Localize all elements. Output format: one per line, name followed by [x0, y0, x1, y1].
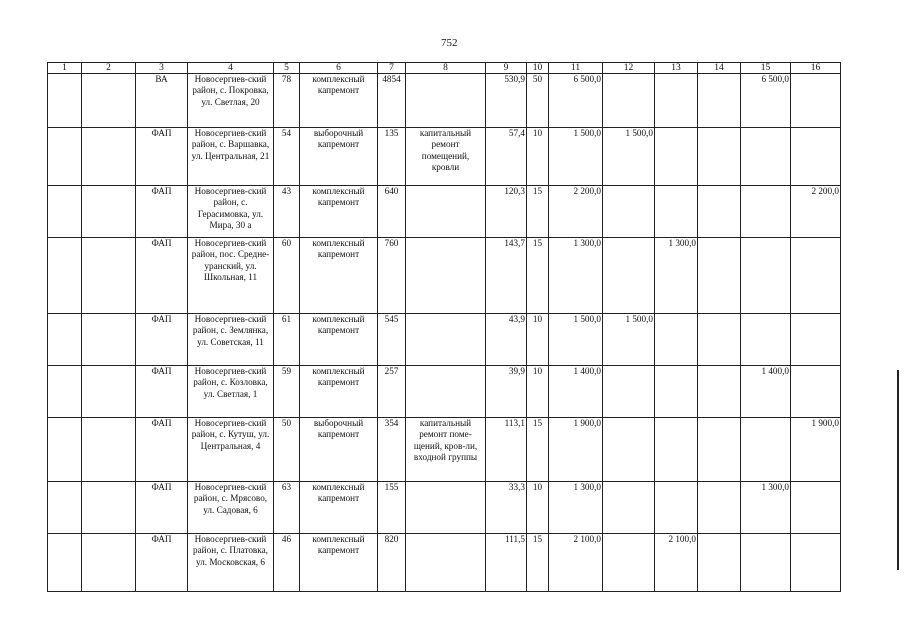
- table-cell-col-5: 46: [274, 534, 300, 592]
- table-cell-col-2: [82, 128, 136, 186]
- column-number-cell: 3: [136, 63, 188, 74]
- table-cell-col-15: [741, 534, 791, 592]
- column-number-cell: 8: [406, 63, 486, 74]
- table-cell-col-8: [406, 314, 486, 366]
- table-cell-col-2: [82, 238, 136, 314]
- table-cell-col-13: 1 300,0: [655, 238, 698, 314]
- table-cell-col-14: [698, 482, 741, 534]
- table-row: [48, 314, 841, 366]
- table-cell-col-8: [406, 366, 486, 418]
- table-cell-col-11: 1 900,0: [549, 418, 603, 482]
- table-cell-col-13: [655, 186, 698, 238]
- table-cell-col-5: 54: [274, 128, 300, 186]
- table-cell-col-10: 10: [527, 128, 549, 186]
- table-cell-col-10: 15: [527, 418, 549, 482]
- table-cell-col-12: [603, 534, 655, 592]
- table-cell-col-11: 1 300,0: [549, 482, 603, 534]
- table-cell-col-14: [698, 128, 741, 186]
- table-row: [48, 186, 841, 238]
- table-cell-col-5: 63: [274, 482, 300, 534]
- table-cell-col-10: 10: [527, 314, 549, 366]
- table-cell-col-15: [741, 128, 791, 186]
- column-number-cell: 12: [603, 63, 655, 74]
- table-cell-col-11: 2 100,0: [549, 534, 603, 592]
- table-cell-col-15: 6 500,0: [741, 74, 791, 128]
- table-cell-col-3: ФАП: [136, 482, 188, 534]
- table-cell-col-8: капитальный ремонт поме-щений, кров-ли, входной группы: [406, 418, 486, 482]
- table-cell-col-2: [82, 366, 136, 418]
- table-cell-col-8: [406, 74, 486, 128]
- column-number-cell: 15: [741, 63, 791, 74]
- table-cell-col-1: [48, 128, 82, 186]
- table-cell-col-2: [82, 186, 136, 238]
- table-cell-col-9: 33,3: [486, 482, 527, 534]
- table-cell-col-10: 10: [527, 366, 549, 418]
- table-cell-col-5: 59: [274, 366, 300, 418]
- table-cell-col-14: [698, 366, 741, 418]
- table-cell-col-16: 1 900,0: [791, 418, 841, 482]
- table-cell-col-6: комплексный капремонт: [300, 74, 378, 128]
- table-cell-col-15: [741, 418, 791, 482]
- table-cell-col-3: ФАП: [136, 314, 188, 366]
- table-cell-col-6: комплексный капремонт: [300, 482, 378, 534]
- table-cell-col-4: Новосергиев-ский район, с. Землянка, ул. Советская, 11: [188, 314, 274, 366]
- table-cell-col-8: [406, 238, 486, 314]
- table-row: [48, 482, 841, 534]
- table-cell-col-5: 78: [274, 74, 300, 128]
- table-cell-col-13: [655, 314, 698, 366]
- table-cell-col-3: ВА: [136, 74, 188, 128]
- table-cell-col-5: 50: [274, 418, 300, 482]
- table-cell-col-5: 60: [274, 238, 300, 314]
- table-cell-col-11: 1 500,0: [549, 128, 603, 186]
- column-number-cell: 2: [82, 63, 136, 74]
- table-cell-col-4: Новосергиев-ский район, с. Кутуш, ул. Центральная, 4: [188, 418, 274, 482]
- table-cell-col-7: 820: [378, 534, 406, 592]
- table-cell-col-15: [741, 238, 791, 314]
- column-number-row: [48, 63, 841, 74]
- table-cell-col-13: [655, 128, 698, 186]
- table-cell-col-12: 1 500,0: [603, 314, 655, 366]
- table-cell-col-14: [698, 314, 741, 366]
- table-cell-col-7: 760: [378, 238, 406, 314]
- table-cell-col-3: ФАП: [136, 128, 188, 186]
- table-cell-col-12: [603, 186, 655, 238]
- table-cell-col-3: ФАП: [136, 366, 188, 418]
- column-number-cell: 5: [274, 63, 300, 74]
- table-row: [48, 128, 841, 186]
- table-cell-col-10: 15: [527, 238, 549, 314]
- table-cell-col-9: 111,5: [486, 534, 527, 592]
- column-number-cell: 9: [486, 63, 527, 74]
- table-cell-col-1: [48, 534, 82, 592]
- column-number-cell: 1: [48, 63, 82, 74]
- table-cell-col-16: [791, 238, 841, 314]
- table-cell-col-12: [603, 238, 655, 314]
- table-cell-col-12: [603, 74, 655, 128]
- table-cell-col-1: [48, 74, 82, 128]
- table-cell-col-4: Новосергиев-ский район, с. Мрясово, ул. Садовая, 6: [188, 482, 274, 534]
- table-cell-col-1: [48, 482, 82, 534]
- column-number-cell: 7: [378, 63, 406, 74]
- column-number-cell: 14: [698, 63, 741, 74]
- table-cell-col-12: [603, 482, 655, 534]
- column-number-cell: 6: [300, 63, 378, 74]
- table-cell-col-10: 15: [527, 186, 549, 238]
- table-cell-col-15: 1 400,0: [741, 366, 791, 418]
- table-row: [48, 238, 841, 314]
- table-cell-col-13: 2 100,0: [655, 534, 698, 592]
- table-cell-col-14: [698, 238, 741, 314]
- table-cell-col-9: 120,3: [486, 186, 527, 238]
- table-cell-col-16: [791, 74, 841, 128]
- table-cell-col-7: 354: [378, 418, 406, 482]
- table-cell-col-6: комплексный капремонт: [300, 366, 378, 418]
- table-cell-col-16: [791, 314, 841, 366]
- table-cell-col-8: [406, 186, 486, 238]
- table-cell-col-2: [82, 418, 136, 482]
- table-row: [48, 418, 841, 482]
- table-cell-col-16: 2 200,0: [791, 186, 841, 238]
- table-cell-col-9: 143,7: [486, 238, 527, 314]
- table-cell-col-12: 1 500,0: [603, 128, 655, 186]
- table-cell-col-4: Новосергиев-ский район, с. Платовка, ул. Московская, 6: [188, 534, 274, 592]
- table-row: [48, 366, 841, 418]
- table-cell-col-10: 50: [527, 74, 549, 128]
- table-cell-col-3: ФАП: [136, 418, 188, 482]
- column-number-cell: 13: [655, 63, 698, 74]
- table-cell-col-11: 6 500,0: [549, 74, 603, 128]
- table-cell-col-16: [791, 534, 841, 592]
- table-cell-col-1: [48, 186, 82, 238]
- table-cell-col-9: 43,9: [486, 314, 527, 366]
- table-cell-col-14: [698, 534, 741, 592]
- table-cell-col-6: комплексный капремонт: [300, 314, 378, 366]
- table-cell-col-11: 1 300,0: [549, 238, 603, 314]
- table-cell-col-7: 135: [378, 128, 406, 186]
- table-cell-col-6: комплексный капремонт: [300, 186, 378, 238]
- table-cell-col-16: [791, 128, 841, 186]
- table-cell-col-5: 43: [274, 186, 300, 238]
- column-number-cell: 11: [549, 63, 603, 74]
- table-cell-col-14: [698, 74, 741, 128]
- table-cell-col-1: [48, 314, 82, 366]
- table-cell-col-8: капитальный ремонт помещений, кровли: [406, 128, 486, 186]
- table-cell-col-15: [741, 186, 791, 238]
- table-cell-col-4: Новосергиев-ский район, с. Варшавка, ул. Центральная, 21: [188, 128, 274, 186]
- table-cell-col-2: [82, 314, 136, 366]
- table-cell-col-15: 1 300,0: [741, 482, 791, 534]
- table-cell-col-15: [741, 314, 791, 366]
- table-cell-col-1: [48, 418, 82, 482]
- table-cell-col-10: 10: [527, 482, 549, 534]
- table-cell-col-14: [698, 418, 741, 482]
- table-cell-col-3: ФАП: [136, 534, 188, 592]
- table-cell-col-10: 15: [527, 534, 549, 592]
- table-cell-col-7: 640: [378, 186, 406, 238]
- table-cell-col-13: [655, 418, 698, 482]
- table-cell-col-12: [603, 366, 655, 418]
- table-cell-col-7: 545: [378, 314, 406, 366]
- table-cell-col-2: [82, 534, 136, 592]
- table-cell-col-9: 530,9: [486, 74, 527, 128]
- table-cell-col-4: Новосергиев-ский район, с. Герасимовка, ул. Мира, 30 а: [188, 186, 274, 238]
- table-cell-col-12: [603, 418, 655, 482]
- table-cell-col-13: [655, 366, 698, 418]
- table-cell-col-3: ФАП: [136, 186, 188, 238]
- page-number: 752: [441, 37, 458, 49]
- table-cell-col-4: Новосергиев-ский район, пос. Средне-уранский, ул. Школьная, 11: [188, 238, 274, 314]
- table-cell-col-9: 57,4: [486, 128, 527, 186]
- table-row: [48, 74, 841, 128]
- table-cell-col-8: [406, 534, 486, 592]
- table-cell-col-4: Новосергиев-ский район, с. Козловка, ул. Светлая, 1: [188, 366, 274, 418]
- table-cell-col-6: выборочный капремонт: [300, 128, 378, 186]
- table-cell-col-9: 113,1: [486, 418, 527, 482]
- table-cell-col-11: 2 200,0: [549, 186, 603, 238]
- column-number-cell: 16: [791, 63, 841, 74]
- table-cell-col-8: [406, 482, 486, 534]
- table-cell-col-2: [82, 482, 136, 534]
- table-cell-col-7: 4854: [378, 74, 406, 128]
- table-cell-col-6: выборочный капремонт: [300, 418, 378, 482]
- table-cell-col-7: 155: [378, 482, 406, 534]
- facilities-table: [47, 62, 841, 592]
- page-edge-line: [897, 370, 899, 570]
- table-cell-col-9: 39,9: [486, 366, 527, 418]
- table-cell-col-2: [82, 74, 136, 128]
- table-cell-col-1: [48, 366, 82, 418]
- table-cell-col-5: 61: [274, 314, 300, 366]
- column-number-cell: 10: [527, 63, 549, 74]
- table-cell-col-4: Новосергиев-ский район, с. Покровка, ул. Светлая, 20: [188, 74, 274, 128]
- table-cell-col-11: 1 500,0: [549, 314, 603, 366]
- table-cell-col-14: [698, 186, 741, 238]
- table-cell-col-6: комплексный капремонт: [300, 534, 378, 592]
- table-cell-col-7: 257: [378, 366, 406, 418]
- table-cell-col-13: [655, 482, 698, 534]
- table-cell-col-3: ФАП: [136, 238, 188, 314]
- table-cell-col-16: [791, 482, 841, 534]
- table-row: [48, 534, 841, 592]
- table-cell-col-13: [655, 74, 698, 128]
- table-cell-col-6: комплексный капремонт: [300, 238, 378, 314]
- table-cell-col-11: 1 400,0: [549, 366, 603, 418]
- table-cell-col-1: [48, 238, 82, 314]
- table-cell-col-16: [791, 366, 841, 418]
- column-number-cell: 4: [188, 63, 274, 74]
